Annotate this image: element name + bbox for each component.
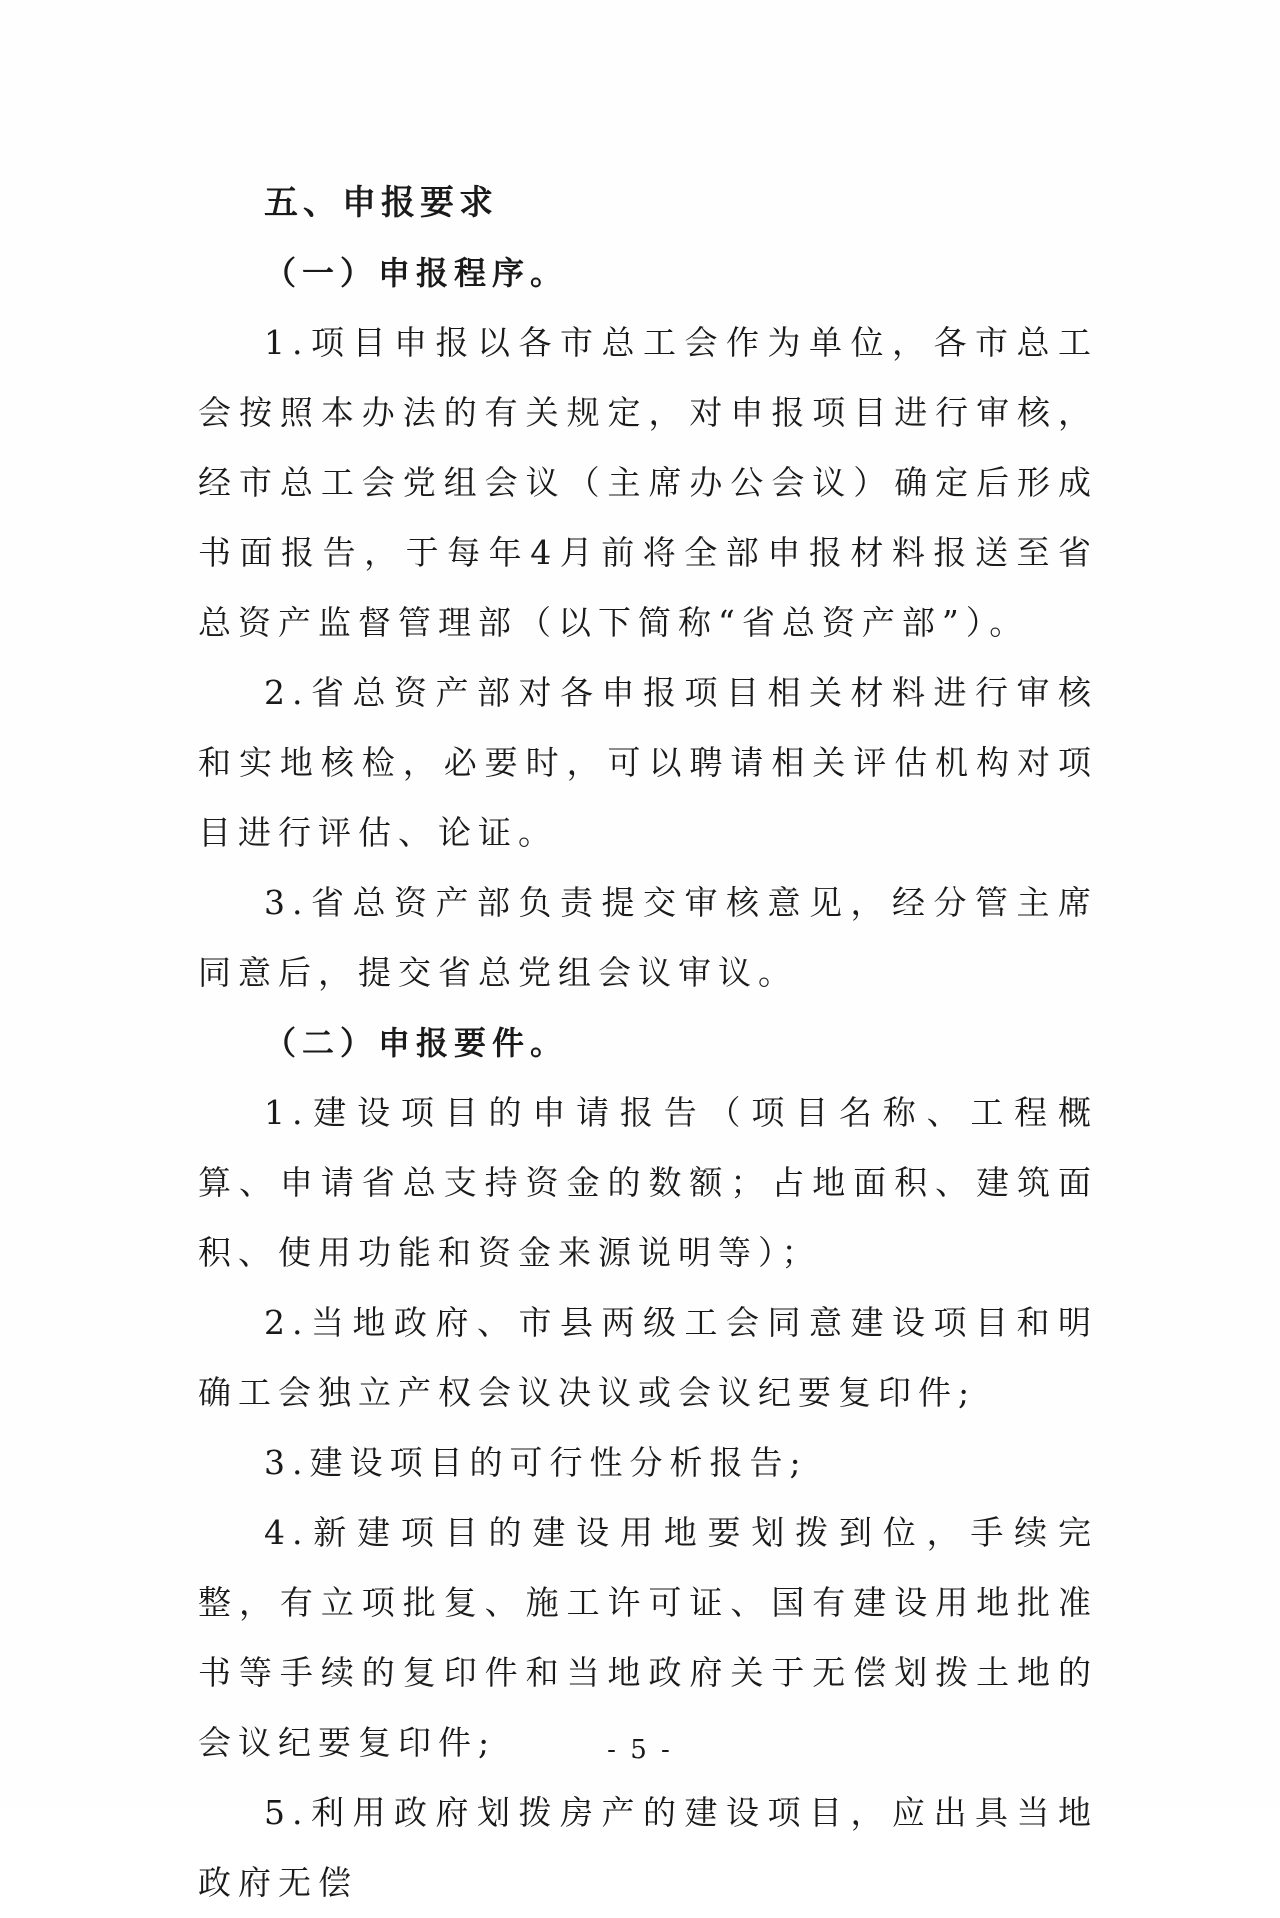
- section-heading: 五、申报要求: [264, 183, 498, 223]
- procedure-item: 3.省总资产部负责提交审核意见，经分管主席同意后，提交省总党组会议审议。: [198, 883, 1098, 992]
- requirements-heading: （二）申报要件。: [264, 1024, 569, 1062]
- requirement-item: 2.当地政府、市县两级工会同意建设项目和明确工会独立产权会议决议或会议纪要复印件;: [198, 1303, 1098, 1412]
- requirement-item: 5.利用政府划拨房产的建设项目，应出具当地政府无偿: [198, 1793, 1098, 1902]
- procedure-item: 2.省总资产部对各申报项目相关材料进行审核和实地核检，必要时，可以聘请相关评估机构对项目进行评估、论证。: [198, 673, 1098, 852]
- procedure-item: 1.项目申报以各市总工会作为单位，各市总工会按照本办法的有关规定，对申报项目进行审核，经市总工会党组会议（主席办公会议）确定后形成书面报告，于每年4月前将全部申报材料报送至省总资产监督管理部（以下简称“省总资产部”）。: [198, 323, 1098, 642]
- document-body: [198, 168, 1098, 1918]
- procedure-heading: （一）申报程序。: [264, 254, 569, 292]
- requirement-item: 1.建设项目的申请报告（项目名称、工程概算、申请省总支持资金的数额；占地面积、建筑面积、使用功能和资金来源说明等）；: [198, 1093, 1098, 1272]
- page-number: - 5 -: [607, 1735, 673, 1765]
- requirement-item: 4.新建项目的建设用地要划拨到位，手续完整，有立项批复、施工许可证、国有建设用地批准书等手续的复印件和当地政府关于无偿划拨土地的会议纪要复印件;: [198, 1513, 1098, 1762]
- requirement-item: 3.建设项目的可行性分析报告;: [264, 1443, 808, 1482]
